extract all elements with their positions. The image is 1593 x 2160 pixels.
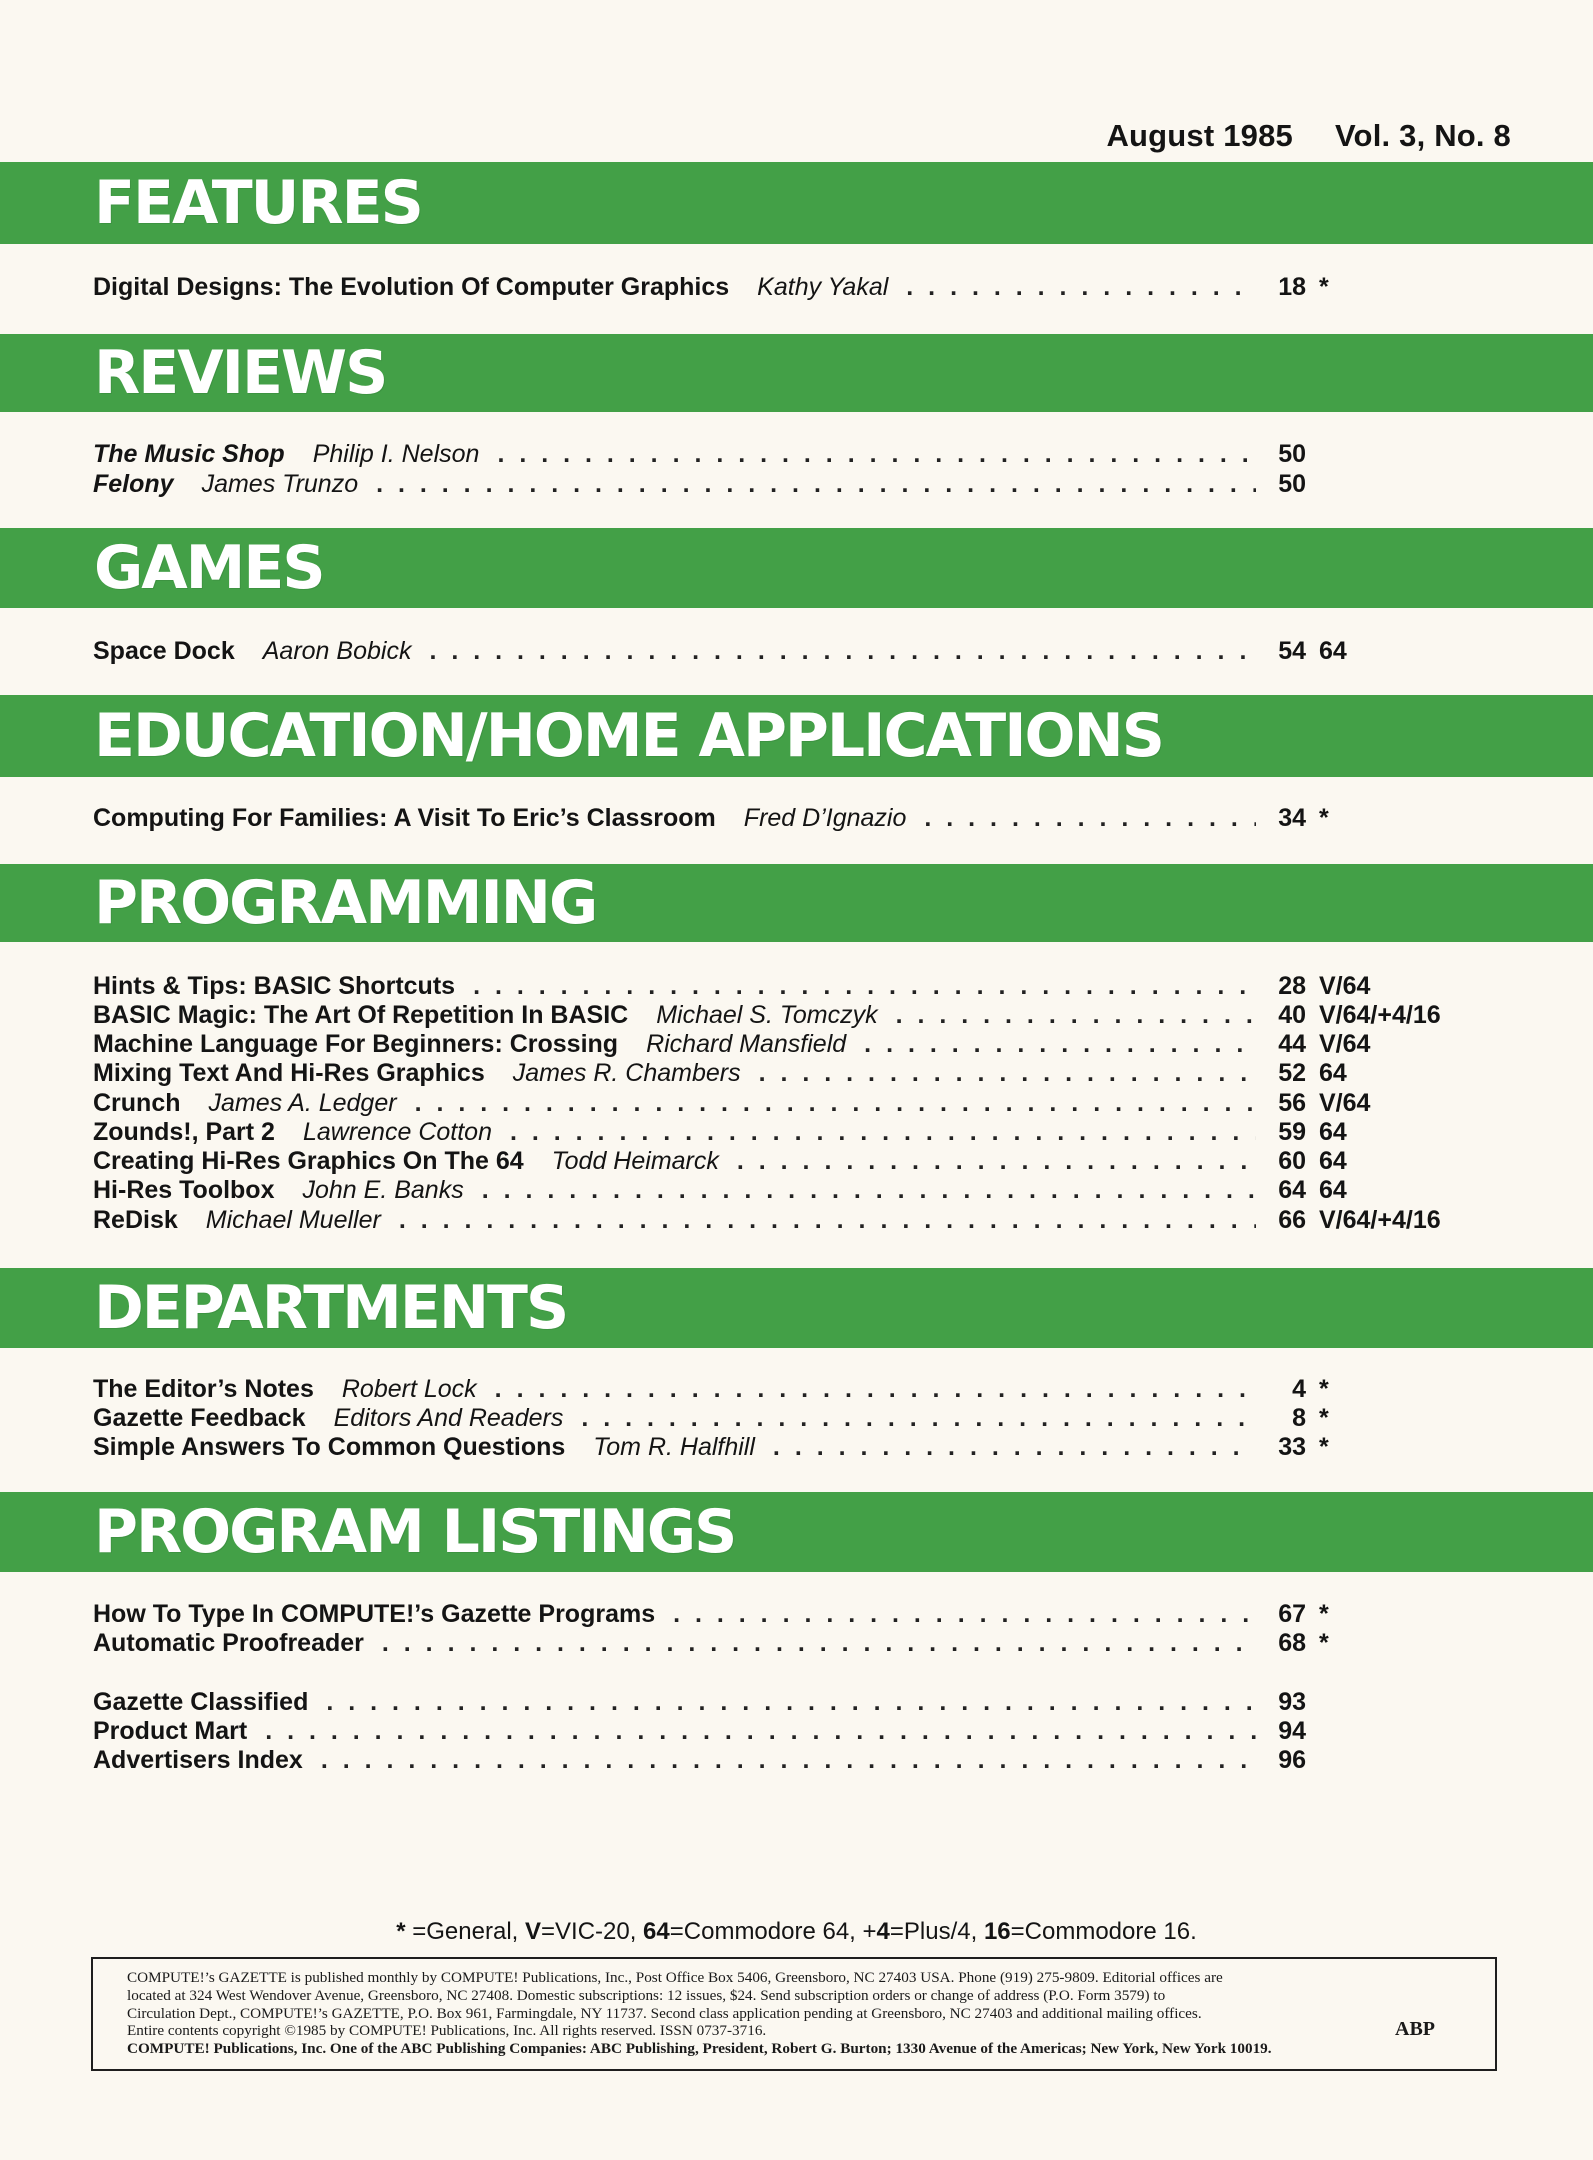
toc-entry	[93, 1745, 1306, 1775]
toc-entry	[93, 1599, 1329, 1629]
leader-dots	[906, 272, 1256, 302]
toc-entry	[93, 439, 1306, 469]
entry-title: Product Mart	[93, 1717, 248, 1745]
leader-dots	[896, 1000, 1256, 1030]
issue-volume: Vol. 3, No. 8	[1334, 118, 1511, 153]
entry-page: 34	[1278, 804, 1306, 832]
section-band-education	[0, 695, 1593, 777]
toc-entry	[93, 1029, 1371, 1059]
leader-dots	[473, 971, 1256, 1001]
legend-desc: =VIC-20,	[541, 1918, 644, 1945]
toc-entry	[93, 1058, 1347, 1088]
section-band-departments	[0, 1268, 1593, 1348]
entry-author: Richard Mansfield	[646, 1030, 847, 1058]
entry-version: V/64/+4/16	[1319, 1001, 1441, 1029]
entry-page: 44	[1278, 1030, 1306, 1058]
toc-entry	[93, 803, 1329, 833]
entry-page: 8	[1292, 1404, 1306, 1432]
entry-title: Hi-Res Toolbox	[93, 1176, 275, 1204]
entry-author: Lawrence Cotton	[302, 1118, 492, 1146]
toc-entry	[93, 636, 1347, 666]
entry-author: Michael Mueller	[205, 1206, 381, 1234]
toc-entry	[93, 1687, 1306, 1717]
section-title: PROGRAMMING	[94, 868, 597, 938]
entry-version: *	[1319, 1375, 1329, 1403]
section-band-program-listings	[0, 1492, 1593, 1572]
publication-line: located at 324 West Wendover Avenue, Greensboro, NC 27408. Domestic subscriptions: 12 issues, $24. Send subscription orders or change of address (P.O. Form 3579) to	[127, 1986, 1166, 2004]
entry-title: Digital Designs: The Evolution Of Computer Graphics	[93, 273, 730, 301]
section-title: DEPARTMENTS	[94, 1273, 568, 1343]
legend-key: 64	[643, 1918, 670, 1945]
section-title: GAMES	[94, 533, 324, 603]
leader-dots	[482, 1175, 1256, 1205]
entry-title: Felony	[93, 470, 174, 498]
toc-entry	[93, 1088, 1371, 1118]
entry-title: ReDisk	[93, 1206, 178, 1234]
leader-dots	[321, 1745, 1256, 1775]
entry-title: Advertisers Index	[93, 1746, 303, 1774]
entry-page: 28	[1278, 972, 1306, 1000]
entry-author: Philip I. Nelson	[312, 440, 480, 468]
toc-entry	[93, 1000, 1441, 1030]
entry-page: 56	[1278, 1089, 1306, 1117]
entry-version: *	[1319, 1433, 1329, 1461]
toc-entry	[93, 1175, 1347, 1205]
entry-title: Gazette Classified	[93, 1688, 309, 1716]
section-band-features	[0, 162, 1593, 244]
section-title: REVIEWS	[94, 338, 387, 408]
entry-page: 66	[1278, 1206, 1306, 1234]
abp-logo: ABP	[1395, 2018, 1435, 2040]
toc-entry	[93, 1146, 1347, 1176]
toc-entry	[93, 272, 1329, 302]
entry-version: V/64	[1319, 1089, 1371, 1117]
entry-page: 40	[1278, 1001, 1306, 1029]
legend-desc: =Plus/4,	[889, 1918, 984, 1945]
entry-author: James Trunzo	[201, 470, 359, 498]
publication-line: Circulation Dept., COMPUTE!’s GAZETTE, P.O. Box 961, Farmingdale, NY 11737. Second class application pending at Greensboro, NC 27403 and additional mailing offices.	[127, 2004, 1202, 2022]
leader-dots	[673, 1599, 1256, 1629]
entry-author: James R. Chambers	[512, 1059, 741, 1087]
toc-entry	[93, 469, 1306, 499]
entry-page: 96	[1278, 1746, 1306, 1774]
leader-dots	[376, 469, 1256, 499]
toc-entry	[93, 1117, 1347, 1147]
entry-page: 33	[1278, 1433, 1306, 1461]
entry-page: 64	[1278, 1176, 1306, 1204]
toc-entry	[93, 971, 1371, 1001]
entry-author: Michael S. Tomczyk	[656, 1001, 878, 1029]
section-band-reviews	[0, 334, 1593, 412]
leader-dots	[326, 1687, 1256, 1717]
entry-page: 54	[1278, 637, 1306, 665]
entry-version: *	[1319, 1600, 1329, 1628]
entry-title: Zounds!, Part 2	[93, 1118, 275, 1146]
entry-page: 93	[1278, 1688, 1306, 1716]
entry-title: The Music Shop	[93, 440, 285, 468]
leader-dots	[265, 1716, 1256, 1746]
entry-version: 64	[1319, 1147, 1347, 1175]
entry-author: Fred D’Ignazio	[743, 804, 907, 832]
entry-title: Mixing Text And Hi-Res Graphics	[93, 1059, 485, 1087]
entry-version: *	[1319, 1404, 1329, 1432]
platform-legend	[0, 1918, 1593, 1946]
leader-dots	[497, 439, 1256, 469]
legend-key: 16	[983, 1918, 1011, 1945]
toc-entry	[93, 1716, 1306, 1746]
entry-title: BASIC Magic: The Art Of Repetition In BASIC	[93, 1001, 629, 1029]
entry-title: The Editor’s Notes	[93, 1375, 314, 1403]
entry-page: 18	[1278, 273, 1306, 301]
leader-dots	[415, 1088, 1256, 1118]
entry-author: John E. Banks	[302, 1176, 464, 1204]
legend-key: *	[396, 1918, 406, 1945]
leader-dots	[581, 1403, 1256, 1433]
section-title: PROGRAM LISTINGS	[94, 1497, 736, 1567]
section-title: FEATURES	[94, 168, 422, 238]
publication-line: COMPUTE!’s GAZETTE is published monthly by COMPUTE! Publications, Inc., Post Office Box 5406, Greensboro, NC 27403 USA. Phone (919) 275-9809. Editorial offices are	[127, 1969, 1223, 1986]
entry-title: Space Dock	[93, 637, 235, 665]
toc-entry	[93, 1374, 1329, 1404]
entry-title: Computing For Families: A Visit To Eric’s Classroom	[93, 804, 716, 832]
entry-page: 68	[1278, 1629, 1306, 1657]
entry-version: V/64	[1319, 1030, 1371, 1058]
leader-dots	[382, 1628, 1256, 1658]
entry-version: *	[1319, 804, 1329, 832]
section-band-games	[0, 528, 1593, 608]
leader-dots	[399, 1205, 1256, 1235]
entry-title: Automatic Proofreader	[93, 1629, 364, 1657]
leader-dots	[510, 1117, 1256, 1147]
entry-title: Simple Answers To Common Questions	[93, 1433, 566, 1461]
leader-dots	[429, 636, 1256, 666]
entry-title: Creating Hi-Res Graphics On The 64	[93, 1147, 524, 1175]
legend-key: V	[524, 1918, 541, 1945]
legend-key: 4	[876, 1918, 890, 1945]
entry-page: 52	[1278, 1059, 1306, 1087]
leader-dots	[759, 1058, 1256, 1088]
entry-author: Todd Heimarck	[551, 1147, 719, 1175]
entry-author: Kathy Yakal	[757, 273, 889, 301]
entry-page: 94	[1278, 1717, 1306, 1745]
entry-version: V/64/+4/16	[1319, 1206, 1441, 1234]
entry-title: Hints & Tips: BASIC Shortcuts	[93, 972, 456, 1000]
entry-title: How To Type In COMPUTE!’s Gazette Programs	[93, 1600, 656, 1628]
entry-page: 50	[1278, 440, 1306, 468]
section-title: EDUCATION/HOME APPLICATIONS	[94, 701, 1163, 771]
leader-dots	[864, 1029, 1256, 1059]
entry-page: 67	[1278, 1600, 1306, 1628]
leader-dots	[737, 1146, 1256, 1176]
entry-version: V/64	[1319, 972, 1371, 1000]
issue-info	[1106, 118, 1511, 154]
entry-author: James A. Ledger	[208, 1089, 397, 1117]
publication-line: Entire contents copyright ©1985 by COMPUTE! Publications, Inc. All rights reserved. ISSN 0737-3716.	[127, 2022, 767, 2040]
entry-version: *	[1319, 1629, 1329, 1657]
entry-page: 60	[1278, 1147, 1306, 1175]
entry-title: Crunch	[93, 1089, 181, 1117]
legend-desc: =Commodore 16.	[1010, 1918, 1197, 1945]
legend-desc: =General,	[405, 1918, 525, 1945]
entry-author: Editors And Readers	[333, 1404, 564, 1432]
entry-author: Aaron Bobick	[262, 637, 412, 665]
entry-page: 59	[1278, 1118, 1306, 1146]
publication-info-box	[91, 1957, 1497, 2071]
toc-entry	[93, 1628, 1329, 1658]
toc-entry	[93, 1432, 1329, 1462]
entry-author: Robert Lock	[341, 1375, 477, 1403]
publication-line: COMPUTE! Publications, Inc. One of the ABC Publishing Companies: ABC Publishing, President, Robert G. Burton; 1330 Avenue of the Americas; New York, New York 10019.	[127, 2040, 1272, 2058]
entry-page: 50	[1278, 470, 1306, 498]
toc-entry	[93, 1403, 1329, 1433]
leader-dots	[495, 1374, 1256, 1404]
entry-version: *	[1319, 273, 1329, 301]
entry-page: 4	[1292, 1375, 1306, 1403]
entry-title: Machine Language For Beginners: Crossing	[93, 1030, 619, 1058]
entry-title: Gazette Feedback	[93, 1404, 306, 1432]
entry-version: 64	[1319, 1118, 1347, 1146]
entry-author: Tom R. Halfhill	[593, 1433, 755, 1461]
leader-dots	[773, 1432, 1256, 1462]
legend-desc: =Commodore 64, +	[669, 1918, 877, 1945]
entry-version: 64	[1319, 1176, 1347, 1204]
issue-date: August 1985	[1106, 118, 1293, 153]
toc-entry	[93, 1205, 1441, 1235]
entry-version: 64	[1319, 637, 1347, 665]
leader-dots	[924, 803, 1256, 833]
section-band-programming	[0, 864, 1593, 942]
entry-version: 64	[1319, 1059, 1347, 1087]
